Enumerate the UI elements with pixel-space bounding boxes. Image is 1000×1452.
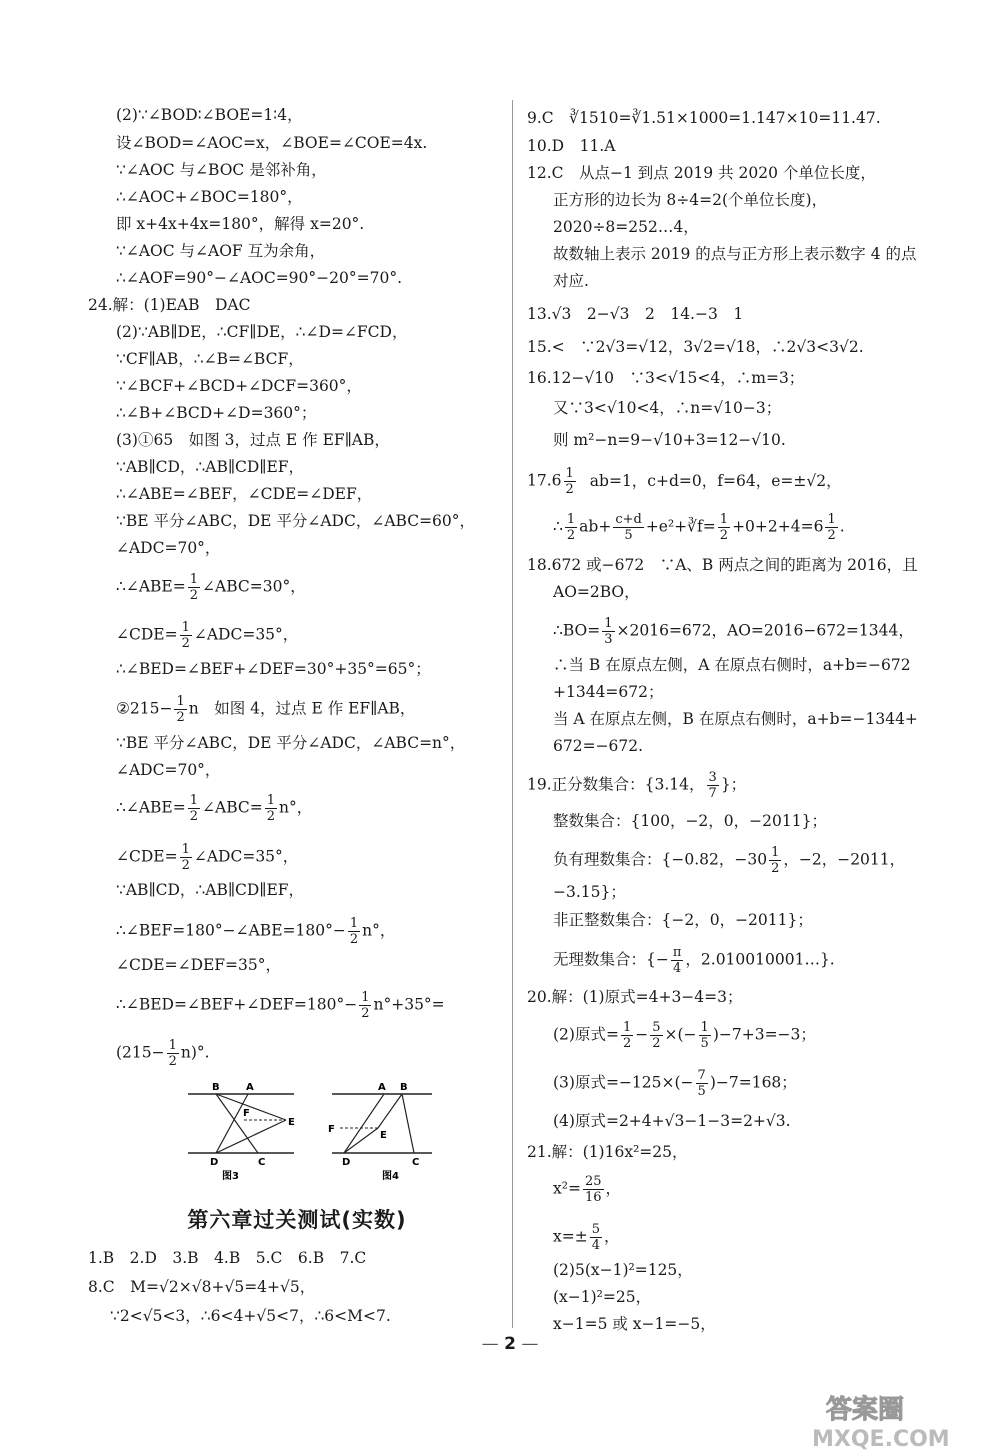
text-segment: ∴BO= [553,621,601,640]
figure-4 [326,1076,436,1182]
label-b: B [400,1082,408,1093]
text-segment: ∠ABC= [202,798,263,817]
text-segment: +0+2+4=6 [732,517,824,536]
text-line [116,620,298,651]
fraction: $\frac{1}{2}$ [168,1038,177,1069]
text-segment: n°， [279,798,313,817]
text-line [116,694,415,725]
dash-left: — [481,1334,505,1354]
figure-3 [186,1076,296,1182]
fraction: $\frac{1}{5}$ [700,1020,709,1051]
text-line: +1344=672； [553,683,664,701]
text-segment: ∴∠ABE= [116,798,186,817]
label-a: A [378,1082,386,1093]
text-segment: )−7+3=−3； [712,1025,816,1044]
text-line: 则 m²−n=9−√10+3=12−√10. [553,431,786,449]
fraction: $\frac{1}{2}$ [181,842,190,873]
text-segment: ，2.010010001…}. [685,950,835,969]
fraction: $\frac{\pi}{4}$ [672,945,682,976]
label-d: D [210,1157,219,1168]
text-line: ∵AB∥CD，∴AB∥CD∥EF， [116,881,305,899]
text-line: 设∠BOD=∠AOC=x，∠BOE=∠COE=4x. [116,134,428,152]
fraction: $\frac{25}{16}$ [584,1174,602,1205]
text-line [553,1020,816,1051]
text-segment: ×2016=672，AO=2016−672=1344， [616,621,914,640]
text-line: ∵∠AOC 与∠BOC 是邻补角， [116,161,327,179]
segment-bc [216,1094,258,1153]
text-segment: (2)原式= [553,1025,619,1044]
text-segment: ， [605,1179,622,1198]
dash-right: — [515,1334,539,1354]
segment-be [378,1094,402,1128]
text-segment: − [635,1025,649,1044]
text-segment: 17.6 [527,471,562,490]
label-f: F [328,1124,335,1135]
text-line: ∠ADC=70°， [116,539,221,557]
text-line: 当 A 在原点左侧，B 在原点右侧时，a+b=−1344+ [553,710,918,728]
text-line: (3)①65 如图 3，过点 E 作 EF∥AB， [116,431,390,449]
fraction: $\frac{1}{3}$ [604,616,613,647]
text-segment: ，−2，−2011， [783,850,906,869]
fraction: $\frac{7}{5}$ [697,1068,706,1099]
fraction: $\frac{1}{2}$ [181,620,190,651]
column-divider [512,100,513,1328]
text-line [553,845,905,876]
text-line: 15.< ∵2√3=√12，3√2=√18，∴2√3<3√2. [527,338,864,356]
segment-bc [402,1094,414,1153]
text-line [527,770,746,801]
label-b: B [212,1082,220,1093]
text-line: ∠CDE=∠DEF=35°， [116,956,282,974]
text-line: ∴∠B+∠BCD+∠D=360°； [116,404,317,422]
text-line: 又∵3<√10<4，∴n=√10−3； [553,399,782,417]
segment-de [344,1128,378,1153]
text-segment: ab=1，c+d=0，f=64，e=±√2， [589,471,842,490]
text-line: 2020÷8=252…4， [553,218,699,236]
text-segment: . [839,517,845,536]
text-segment: ∠ADC=35°， [193,847,299,866]
text-line: 即 x+4x+4x=180°，解得 x=20°. [116,215,365,233]
text-segment: ∠ADC=35°， [193,625,299,644]
text-line: ∵∠BCF+∠BCD+∠DCF=360°， [116,377,362,395]
text-segment: 19.正分数集合：{3.14， [527,775,705,794]
text-line: ∵BE 平分∠ABC，DE 平分∠ADC，∠ABC=60°， [116,512,476,530]
fraction: $\frac{c+d}{5}$ [615,512,642,543]
text-line [116,1038,210,1069]
watermark-logo [806,1392,996,1450]
answer-line: 1.B 2.D 3.B 4.B 5.C 6.B 7.C [88,1249,367,1267]
text-line [116,572,306,603]
text-line: (4)原式=2+4+√3−1−3=2+√3. [553,1112,791,1130]
text-line: 21.解：(1)16x²=25， [527,1143,688,1161]
fraction: $\frac{5}{4}$ [591,1222,600,1253]
text-segment: n°+35°= [373,995,445,1014]
text-line [553,512,845,543]
fraction: $\frac{1}{2}$ [771,845,780,876]
fraction: $\frac{1}{2}$ [827,512,836,543]
text-line: (2)5(x−1)²=125， [553,1261,693,1279]
text-segment: }； [720,775,747,794]
fraction: $\frac{1}{2}$ [565,466,574,497]
text-line: 故数轴上表示 2019 的点与正方形上表示数字 4 的点 [553,245,917,263]
watermark-text: MXQE.COM [812,1427,950,1450]
text-line: 9.C ∛1510=∛1.51×1000=1.147×10=11.47. [527,109,881,127]
text-line [553,616,914,647]
text-segment: (3)原式=−125×(− [553,1073,694,1092]
text-line: ∠ADC=70°， [116,761,221,779]
label-e: E [380,1130,387,1141]
text-line: 12.C 从点−1 到点 2019 共 2020 个单位长度， [527,164,876,182]
text-line: x−1=5 或 x−1=−5， [553,1315,716,1333]
text-line: ∴当 B 在原点左侧，A 在原点右侧时，a+b=−672 [553,656,911,674]
text-segment: ②215− [116,699,173,718]
text-segment: 无理数集合：{− [553,950,669,969]
text-segment: ∴∠ABE= [116,577,186,596]
segment-de [216,1120,286,1153]
text-line [116,916,395,947]
text-line: 非正整数集合：{−2，0，−2011}； [553,911,813,929]
figure-caption: 图3 [222,1171,239,1182]
text-line: ∴∠AOC+∠BOC=180°， [116,188,303,206]
fraction: $\frac{1}{2}$ [349,916,359,947]
fraction: $\frac{1}{2}$ [361,990,370,1021]
label-c: C [412,1157,420,1168]
watermark-top-text: 答案圈 [826,1395,905,1425]
text-line: −3.15}； [553,883,626,901]
answer-line: 8.C M=√2×√8+√5=4+√5， [88,1278,316,1296]
problem-24: 24.解：(1)EAB DAC [88,296,251,314]
text-segment: n)°. [180,1043,210,1062]
fraction: $\frac{1}{2}$ [719,512,729,543]
text-line: ∴∠AOF=90°−∠AOC=90°−20°=70°. [116,269,403,287]
fraction: $\frac{1}{2}$ [189,572,199,603]
text-segment: ∠ABC=30°， [202,577,306,596]
text-segment: x²= [553,1179,581,1198]
text-line: 20.解：(1)原式=4+3−4=3； [527,988,743,1006]
text-segment: ×(− [664,1025,697,1044]
text-segment: ∴∠BEF=180°−∠ABE=180°− [116,921,346,940]
fraction: $\frac{1}{2}$ [189,793,199,824]
label-a: A [246,1082,254,1093]
chapter-heading: 第六章过关测试(实数) [187,1208,407,1232]
text-line: 正方形的边长为 8÷4=2(个单位长度)， [553,191,828,209]
text-segment: ∠CDE= [116,625,178,644]
text-segment: n 如图 4，过点 E 作 EF∥AB， [188,699,416,718]
segment-ad [216,1094,248,1153]
text-line [553,1068,797,1099]
text-line: AO=2BO， [553,583,640,601]
text-line: ∵∠AOC 与∠AOF 互为余角， [116,242,326,260]
answer-line: ∵2<√5<3，∴6<4+√5<7，∴6<M<7. [110,1307,391,1325]
text-line: 16.12−√10 ∵3<√15<4，∴m=3； [527,369,805,387]
text-segment: )−7=168； [709,1073,797,1092]
text-line [116,842,298,873]
fraction: $\frac{1}{2}$ [176,694,185,725]
text-segment: n°， [362,921,396,940]
text-segment: ， [604,1227,620,1246]
text-line: 对应. [553,272,589,290]
segment-be [216,1094,286,1120]
text-segment: (215− [116,1043,165,1062]
fraction: $\frac{1}{2}$ [566,512,576,543]
text-segment: ab+ [579,517,612,536]
text-line: 672=−672. [553,737,644,755]
text-line: 13.√3 2−√3 2 14.−3 1 [527,305,744,323]
text-line: 18.672 或−672 ∵A、B 两点之间的距离为 2016，且 [527,556,918,574]
fraction: $\frac{1}{2}$ [266,793,276,824]
text-segment: 负有理数集合：{−0.82，−30 [553,850,768,869]
text-segment: ∠CDE= [116,847,178,866]
label-f: F [243,1108,250,1119]
text-line [553,1174,621,1205]
label-c: C [258,1157,266,1168]
text-segment: x=± [553,1227,588,1246]
text-segment: ∴ [553,517,563,536]
fraction: $\frac{5}{2}$ [652,1020,661,1051]
text-segment: ∴∠BED=∠BEF+∠DEF=180°− [116,995,358,1014]
label-e: E [288,1117,295,1128]
text-line: (2)∵AB∥DE，∴CF∥DE，∴∠D=∠FCD， [116,323,408,341]
text-line: ∵CF∥AB，∴∠B=∠BCF， [116,350,304,368]
text-line: (2)∵∠BOD∶∠BOE=1∶4， [116,106,303,124]
text-line: ∴∠BED=∠BEF+∠DEF=30°+35°=65°； [116,660,431,678]
text-line: ∴∠ABE=∠BEF，∠CDE=∠DEF， [116,485,373,503]
text-line: ∵BE 平分∠ABC，DE 平分∠ADC，∠ABC=n°， [116,734,466,752]
text-line [116,793,312,824]
figure-caption: 图4 [382,1171,399,1182]
text-line [116,990,445,1021]
text-line [553,1222,620,1253]
label-d: D [342,1157,351,1168]
text-line: (x−1)²=25， [553,1288,652,1306]
text-line: ∵AB∥CD，∴AB∥CD∥EF， [116,458,305,476]
page-number: — 2 — [481,1334,539,1354]
text-line: 整数集合：{100，−2，0，−2011}； [553,812,827,830]
text-line [527,466,842,497]
text-line: 10.D 11.A [527,137,616,155]
fraction: $\frac{3}{7}$ [708,770,717,801]
fraction: $\frac{1}{2}$ [622,1020,632,1051]
segment-ad [344,1094,384,1153]
text-segment: +e²+∛f= [645,517,716,536]
text-line [553,945,835,976]
